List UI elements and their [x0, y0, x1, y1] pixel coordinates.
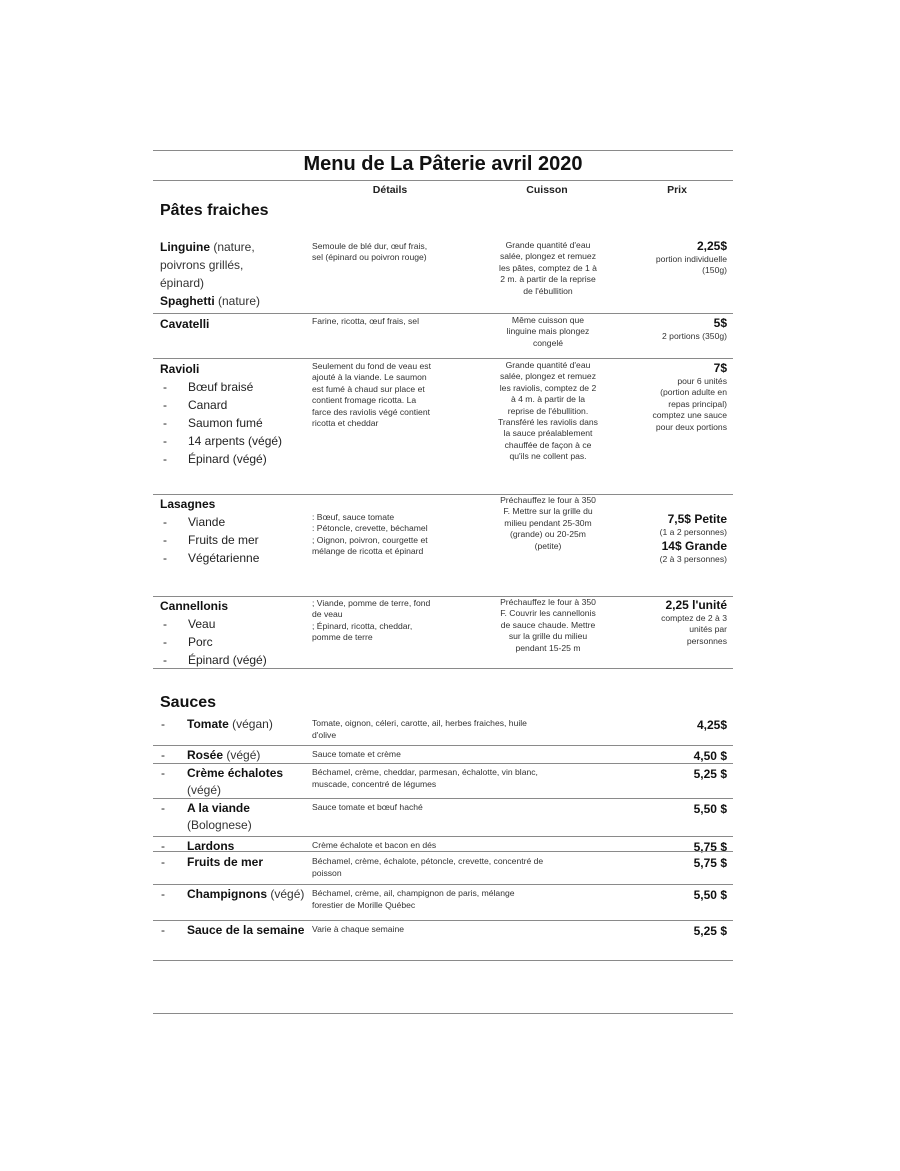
row-rule [153, 960, 733, 961]
sauce-name: Rosée [187, 748, 224, 762]
sauce-name-cell [161, 854, 311, 871]
details-line: poisson [312, 867, 342, 878]
pasta-price-cell [597, 315, 727, 342]
price: 2,25 l'unité [665, 598, 727, 612]
pasta-variant-label: Végétarienne [188, 551, 260, 565]
row-rule [153, 920, 733, 921]
row-rule [153, 763, 733, 764]
pasta-name-cell [160, 238, 310, 310]
details-line: Seulement du fond de veau est [312, 361, 431, 371]
row-rule [153, 313, 733, 314]
pasta-name-cell [160, 315, 310, 333]
price-note: (2 à 3 personnes) [659, 554, 727, 565]
details-line: Sauce tomate et bœuf haché [312, 802, 423, 812]
sauce-price: 5,50 $ [693, 802, 727, 816]
sauce-name-line [161, 886, 311, 903]
pasta-note: (nature, [210, 240, 255, 254]
bullet-dash: - [163, 434, 167, 448]
details-line: : Pétoncle, crevette, béchamel [312, 523, 428, 534]
sauce-note: (végé) [270, 887, 305, 901]
sauce-price-cell [597, 923, 727, 939]
price: 2,25$ [696, 239, 727, 253]
pasta-variant-label: Fruits de mer [188, 533, 259, 547]
cuisson-line: F. Couvrir les cannellonis [500, 608, 596, 619]
cuisson-line: linguine mais plongez [506, 326, 590, 337]
sauce-price: 5,75 $ [693, 840, 727, 854]
sauce-name: Champignons [187, 887, 267, 901]
cuisson-line: F. Mettre sur la grille du [503, 506, 593, 517]
pasta-variant-label: 14 arpents (végé) [188, 434, 283, 448]
pasta-details-cell [312, 361, 482, 429]
cuisson-line: Préchauffez le four à 350 [500, 495, 596, 505]
sauce-price-cell [597, 766, 727, 782]
price: 5$ [713, 316, 727, 330]
cuisson-line: chauffée de façon à ce [504, 439, 592, 450]
sauce-name-cell [161, 922, 311, 939]
section-sauces: Sauces [160, 694, 217, 711]
details-line: mélange de ricotta et épinard [312, 546, 424, 557]
price: 7$ [713, 361, 727, 375]
details-line: ; Épinard, ricotta, cheddar, [312, 620, 413, 631]
bullet-dash: - [163, 635, 167, 649]
bullet-dash: - [161, 839, 165, 853]
sauce-name-cell [161, 886, 311, 903]
details-line: ajouté à la viande. Le saumon [312, 372, 427, 383]
row-rule [153, 798, 733, 799]
price-note: pour deux portions [655, 421, 727, 432]
pasta-name-line [160, 360, 310, 378]
bullet-dash: - [161, 923, 165, 937]
sauce-price-cell [597, 801, 727, 817]
cuisson-line: Grande quantité d'eau [505, 240, 591, 250]
bottom-rule [153, 1013, 733, 1014]
price-note: comptez de 2 à 3 [661, 613, 727, 623]
pasta-name: Ravioli [160, 362, 200, 376]
price-note: 2 portions (350g) [662, 331, 727, 341]
details-line: farce des raviolis végé contient [312, 406, 430, 417]
pasta-details-cell [312, 241, 482, 264]
pasta-price-cell [597, 511, 727, 566]
price-note: repas principal) [668, 398, 727, 409]
row-rule [153, 851, 733, 852]
pasta-variant [160, 378, 310, 396]
pasta-variant-label: Saumon fumé [188, 416, 263, 430]
price-note: (portion adulte en [660, 387, 727, 398]
sauce-price-cell [597, 855, 727, 871]
pasta-variant [160, 615, 310, 633]
cuisson-line: (petite) [534, 540, 562, 551]
cuisson-line: la sauce préalablement [503, 428, 593, 439]
bullet-dash: - [163, 380, 167, 394]
pasta-variant [160, 531, 310, 549]
details-line: Semoule de blé dur, œuf frais, [312, 241, 428, 251]
pasta-name-cell [160, 495, 310, 567]
pasta-variant [160, 396, 310, 414]
pasta-name-line [160, 274, 310, 292]
sauce-details-cell [312, 888, 632, 911]
sauce-name-line [161, 800, 311, 834]
bullet-dash: - [163, 653, 167, 667]
sauce-name: Tomate [187, 717, 229, 731]
bullet-dash: - [163, 515, 167, 529]
pasta-variant-label: Épinard (végé) [188, 653, 267, 667]
pasta-note: poivrons grillés, [160, 258, 244, 272]
price-note: (150g) [702, 265, 727, 276]
cuisson-line: Même cuisson que [511, 315, 585, 325]
pasta-variant [160, 633, 310, 651]
sauce-details-cell [312, 767, 632, 790]
pasta-name-line [160, 597, 310, 615]
sauce-price: 5,75 $ [693, 856, 727, 870]
sauce-details-cell [312, 802, 632, 814]
cuisson-line: les raviolis, comptez de 2 [499, 382, 597, 393]
details-line: muscade, concentré de légumes [312, 778, 437, 789]
details-line: pomme de terre [312, 632, 373, 643]
sauce-name-line [161, 922, 311, 939]
bullet-dash: - [161, 717, 165, 731]
price-note: personnes [686, 635, 727, 646]
cuisson-line: sur la grille du milieu [508, 631, 588, 642]
sauce-price: 4,25$ [696, 718, 727, 732]
sauce-name: Crème échalotes [187, 766, 284, 780]
section-pates-fraiches: Pâtes fraiches [160, 202, 269, 219]
bullet-dash: - [163, 533, 167, 547]
sauce-details-cell [312, 856, 632, 879]
sauce-name-cell [161, 765, 311, 799]
pasta-variant-label: Veau [188, 617, 216, 631]
bullet-dash: - [163, 551, 167, 565]
price: 7,5$ Petite [667, 512, 727, 526]
header-details: Détails [372, 184, 408, 196]
sauce-note: (végan) [232, 717, 273, 731]
pasta-price-cell [597, 360, 727, 433]
sauce-price: 4,50 $ [693, 749, 727, 763]
sauce-name-line [161, 765, 311, 799]
pasta-variant-label: Canard [188, 398, 228, 412]
sauce-details-cell [312, 924, 632, 936]
pasta-variant-label: Bœuf braisé [188, 380, 254, 394]
pasta-cuisson-cell [481, 360, 615, 463]
sauce-price-cell [597, 717, 727, 733]
sauce-name-line [161, 747, 311, 764]
pasta-name-line [160, 315, 310, 333]
bullet-dash: - [161, 887, 165, 901]
row-rule [153, 668, 733, 669]
cuisson-line: qu'ils ne collent pas. [509, 451, 587, 462]
pasta-name: Cavatelli [160, 317, 210, 331]
sauce-name: Lardons [187, 839, 235, 853]
bullet-dash: - [163, 452, 167, 466]
top-rule [153, 150, 733, 151]
sauce-name: Fruits de mer [187, 855, 264, 869]
details-line: est fumé à chaud sur place et [312, 383, 425, 394]
details-line: d'olive [312, 729, 337, 740]
pasta-details-cell [312, 512, 482, 558]
sauce-name-line [161, 838, 311, 855]
details-line: Crème échalote et bacon en dés [312, 840, 437, 850]
details-line: Béchamel, crème, ail, champignon de paris, mélange [312, 888, 515, 898]
pasta-name-line [160, 292, 310, 310]
pasta-details-cell [312, 598, 482, 644]
pasta-cuisson-cell [481, 315, 615, 349]
sauce-note: (végé) [226, 748, 261, 762]
row-rule [153, 358, 733, 359]
pasta-name: Linguine [160, 240, 210, 254]
cuisson-line: congelé [532, 337, 564, 348]
row-rule [153, 745, 733, 746]
details-line: ; Viande, pomme de terre, fond [312, 598, 431, 608]
pasta-variant [160, 450, 310, 468]
bullet-dash: - [163, 617, 167, 631]
pasta-details-cell [312, 316, 482, 327]
details-line: Béchamel, crème, échalote, pétoncle, crevette, concentré de [312, 856, 544, 866]
row-rule [153, 884, 733, 885]
price: 14$ Grande [661, 539, 727, 554]
bullet-dash: - [163, 416, 167, 430]
cuisson-line: de sauce chaude. Mettre [500, 619, 596, 630]
price-note: (1 a 2 personnes) [659, 527, 727, 537]
sauce-note: (Bolognese) [187, 818, 252, 832]
pasta-name-line [160, 256, 310, 274]
sauce-name: A la viande [187, 801, 250, 815]
details-line: Béchamel, crème, cheddar, parmesan, échalotte, vin blanc, [312, 767, 538, 777]
details-line: Sauce tomate et crème [312, 749, 401, 759]
pasta-name-line [160, 495, 310, 513]
bullet-dash: - [161, 748, 165, 762]
sauce-name-cell [161, 716, 311, 733]
bullet-dash: - [163, 398, 167, 412]
header-prix: Prix [667, 184, 687, 196]
cuisson-line: reprise de l'ébullition. [507, 405, 589, 416]
pasta-note: (nature) [214, 294, 261, 308]
sauce-details-cell [312, 840, 632, 852]
details-line: forestier de Morille Québec [312, 899, 416, 910]
pasta-variant-label: Porc [188, 635, 213, 649]
details-line: Varie à chaque semaine [312, 924, 405, 934]
bullet-dash: - [161, 766, 165, 780]
cuisson-line: Préchauffez le four à 350 [500, 597, 596, 607]
pasta-cuisson-cell [481, 240, 615, 297]
sauce-name-line [161, 854, 311, 871]
cuisson-line: 2 m. à partir de la reprise [500, 274, 596, 285]
details-line: ricotta et cheddar [312, 418, 379, 429]
details-line: Tomate, oignon, céleri, carotte, ail, herbes fraiches, huile [312, 718, 527, 728]
pasta-variant [160, 414, 310, 432]
pasta-variant [160, 513, 310, 531]
pasta-name: Cannellonis [160, 599, 229, 613]
header-cuisson: Cuisson [526, 184, 568, 196]
price-note: comptez une sauce [652, 410, 727, 421]
sauce-price: 5,25 $ [693, 767, 727, 781]
cuisson-line: milieu pendant 25-30m [504, 517, 592, 528]
pasta-name: Spaghetti [160, 294, 215, 308]
sauce-name-cell [161, 838, 311, 855]
pasta-cuisson-cell [481, 597, 615, 654]
cuisson-line: les pâtes, comptez de 1 à [499, 262, 597, 273]
cuisson-line: pendant 15-25 m [515, 642, 581, 653]
price-note: portion individuelle [655, 254, 727, 264]
sauce-name: Sauce de la semaine [187, 923, 305, 937]
pasta-name-cell [160, 597, 310, 669]
cuisson-line: salée, plongez et remuez [499, 371, 597, 382]
details-line: Farine, ricotta, œuf frais, sel [312, 316, 419, 326]
sauce-note: (végé) [187, 783, 222, 797]
pasta-note: épinard) [160, 276, 205, 290]
sauce-name-cell [161, 800, 311, 834]
details-line: ; Oignon, poivron, courgette et [312, 534, 428, 545]
sauce-price-cell [597, 887, 727, 903]
cuisson-line: Grande quantité d'eau [505, 360, 591, 370]
price-note: pour 6 unités [677, 376, 727, 386]
sauce-details-cell [312, 718, 632, 741]
details-line: de veau [312, 609, 343, 620]
pasta-variant [160, 432, 310, 450]
sauce-price: 5,25 $ [693, 924, 727, 938]
pasta-cuisson-cell [481, 495, 615, 552]
sauce-name-line [161, 716, 311, 733]
sauce-details-cell [312, 749, 632, 761]
row-rule [153, 836, 733, 837]
sauce-price-cell [597, 748, 727, 764]
pasta-variant [160, 549, 310, 567]
sauce-price-cell [597, 839, 727, 855]
menu-title: Menu de La Pâterie avril 2020 [303, 153, 583, 175]
sauce-name-cell [161, 747, 311, 764]
details-line: contient fromage ricotta. La [312, 395, 417, 406]
pasta-name-line [160, 238, 310, 256]
pasta-variant [160, 651, 310, 669]
cuisson-line: à 4 m. à partir de la [510, 394, 586, 405]
bullet-dash: - [161, 855, 165, 869]
price-note: unités par [689, 624, 727, 635]
details-line: sel (épinard ou poivron rouge) [312, 252, 427, 263]
details-line: : Bœuf, sauce tomate [312, 512, 395, 522]
cuisson-line: Transféré les raviolis dans [498, 417, 598, 428]
cuisson-line: de l'ébullition [523, 285, 573, 296]
bullet-dash: - [161, 801, 165, 815]
pasta-name: Lasagnes [160, 497, 216, 511]
title-rule [153, 180, 733, 181]
sauce-price: 5,50 $ [693, 888, 727, 902]
cuisson-line: (grande) ou 20-25m [510, 529, 586, 540]
pasta-name-cell [160, 360, 310, 468]
cuisson-line: salée, plongez et remuez [499, 251, 597, 262]
pasta-variant-label: Épinard (végé) [188, 452, 267, 466]
pasta-price-cell [597, 238, 727, 277]
pasta-variant-label: Viande [188, 515, 226, 529]
pasta-price-cell [597, 597, 727, 647]
